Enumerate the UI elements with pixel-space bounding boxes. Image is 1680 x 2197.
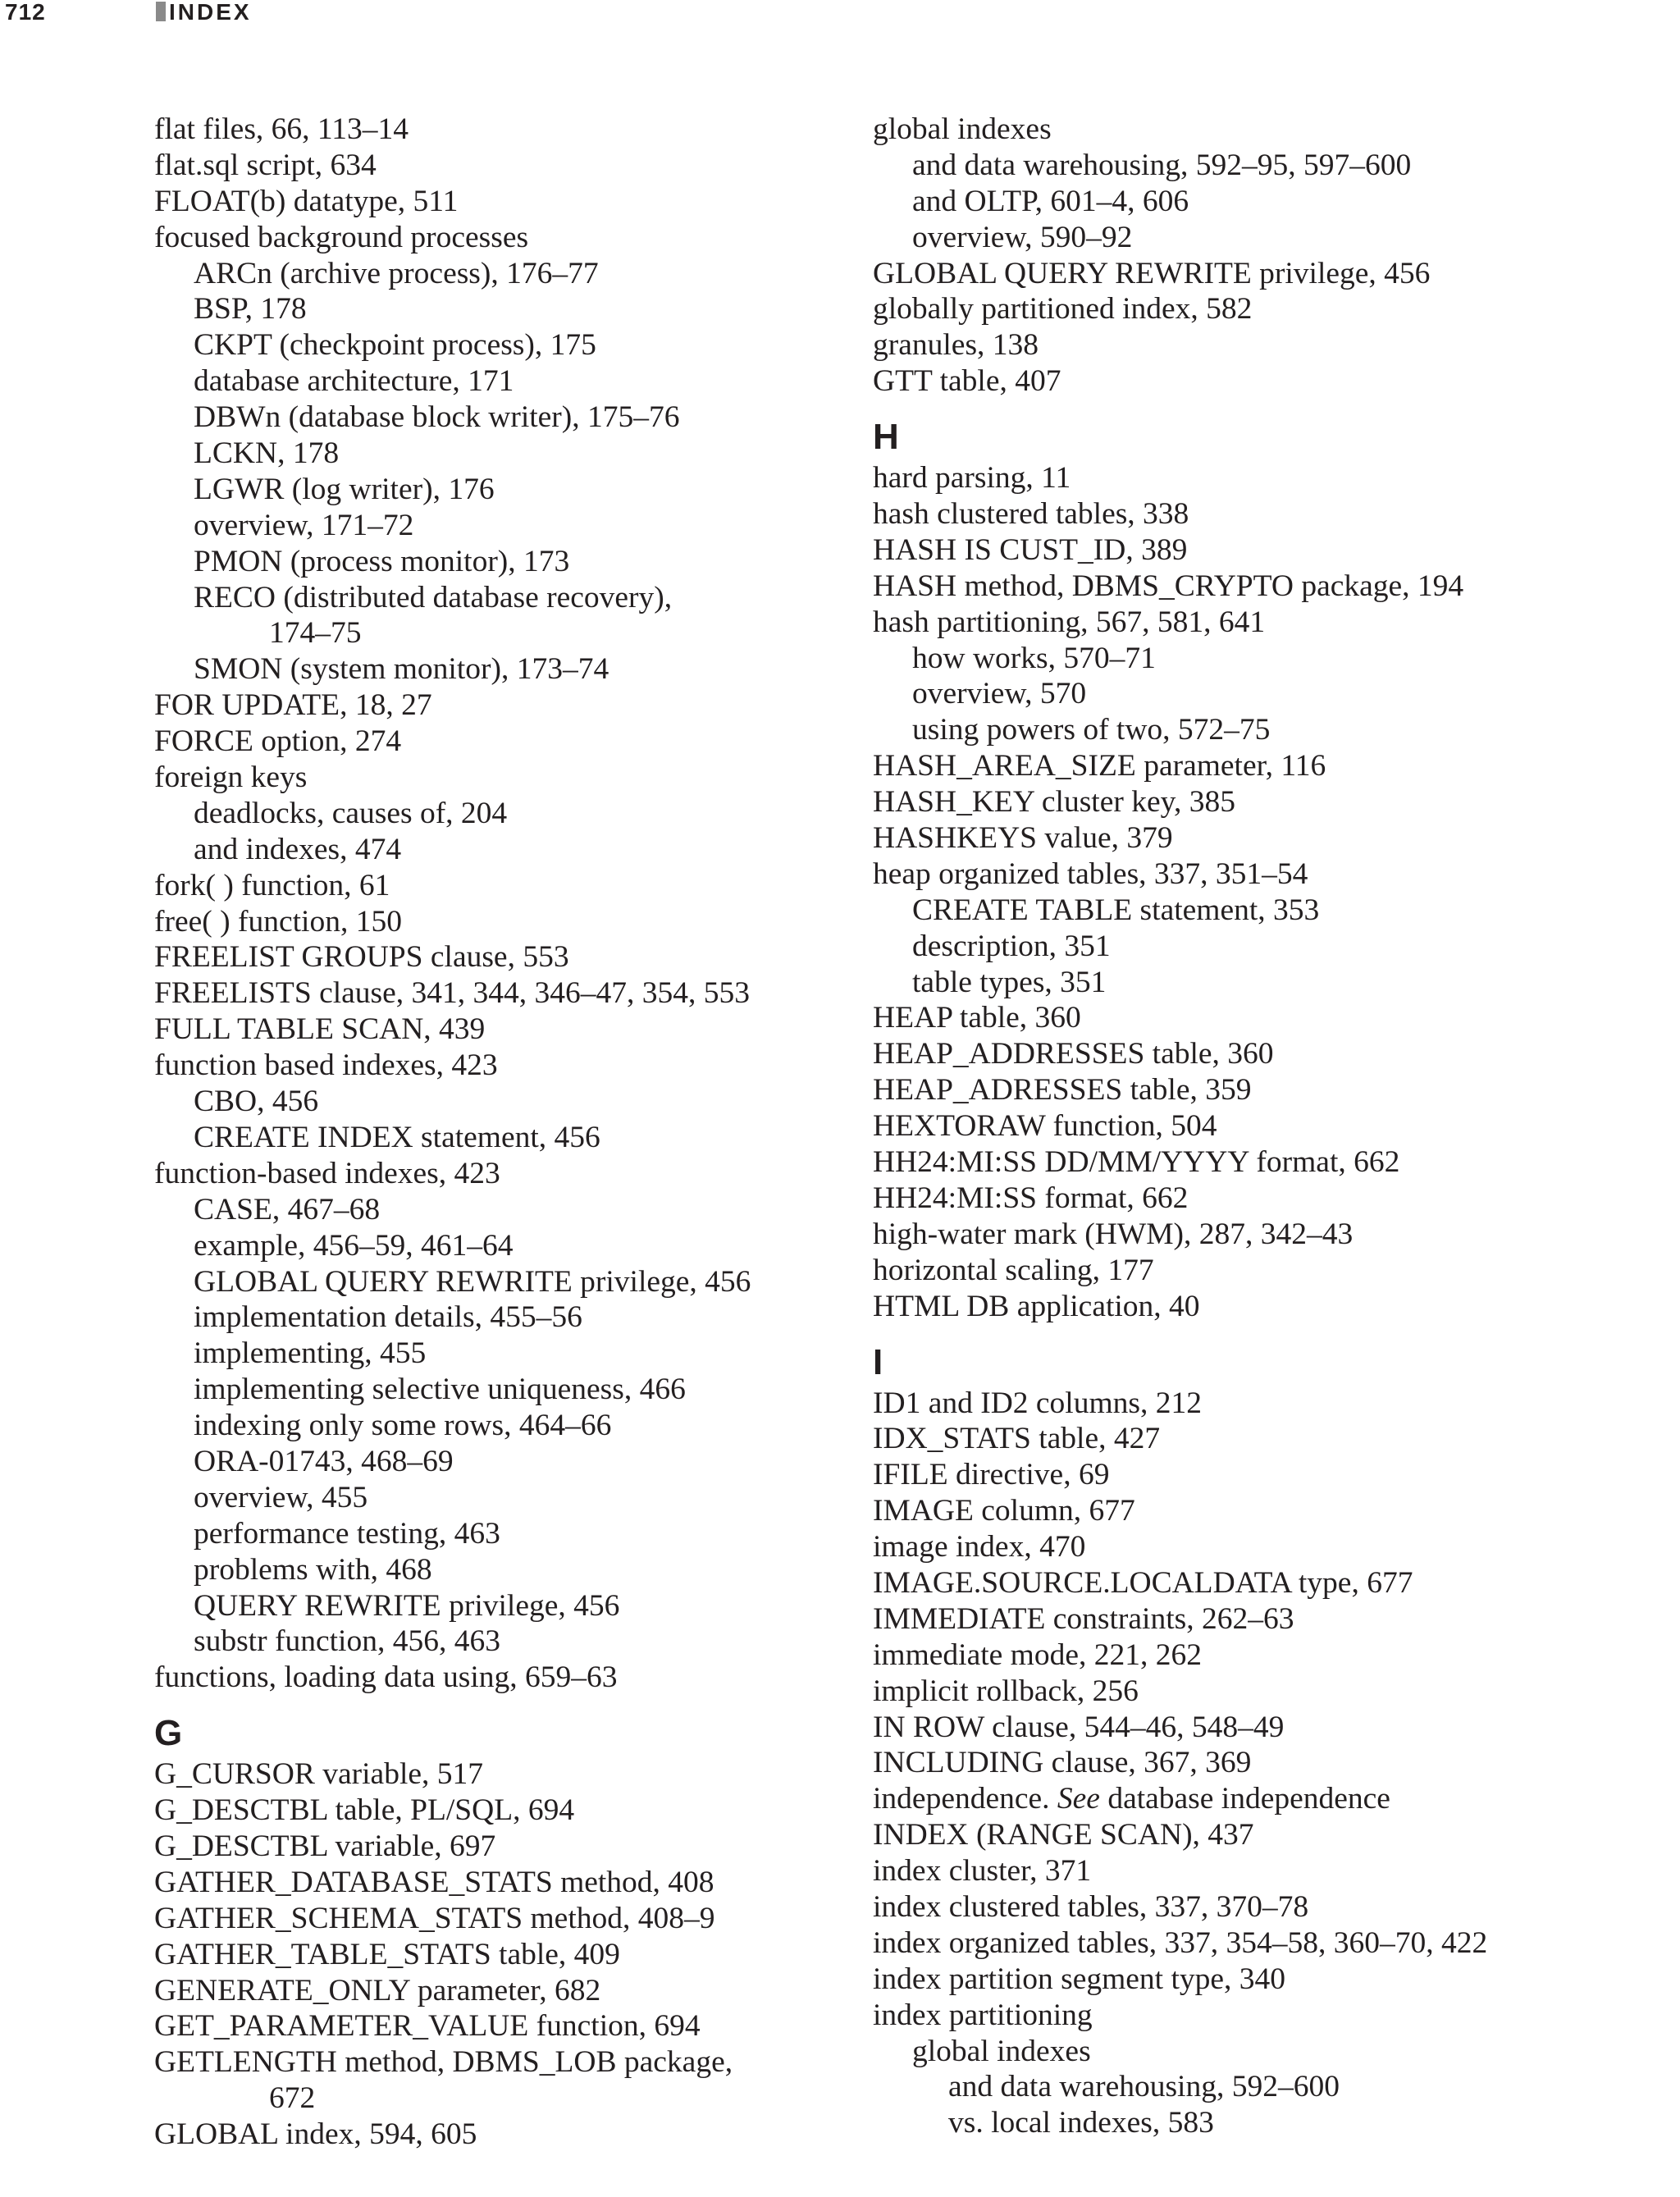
index-subentry: implementing selective uniqueness, 466 (194, 1373, 686, 1407)
index-entry: foreign keys (154, 760, 308, 795)
index-entry-text: independence. (873, 1782, 1057, 1816)
index-subentry: database architecture, 171 (194, 364, 514, 399)
index-subentry: and data warehousing, 592–95, 597–600 (912, 148, 1412, 182)
header-marker-bar (156, 2, 166, 21)
index-subentry: PMON (process monitor), 173 (194, 544, 570, 578)
page-number: 712 (5, 0, 46, 25)
index-subentry: CREATE INDEX statement, 456 (194, 1120, 600, 1154)
index-entry: index organized tables, 337, 354–58, 360–70, 422 (873, 1925, 1488, 1960)
index-subentry: problems with, 468 (194, 1552, 432, 1587)
index-entry: fork( ) function, 61 (154, 868, 390, 902)
index-entry: HASH method, DBMS_CRYPTO package, 194 (873, 569, 1464, 603)
index-entry: horizontal scaling, 177 (873, 1253, 1154, 1287)
index-entry: index partitioning (873, 1998, 1093, 2032)
index-entry: INDEX (RANGE SCAN), 437 (873, 1818, 1254, 1852)
index-entry: free( ) function, 150 (154, 904, 402, 939)
index-subentry: performance testing, 463 (194, 1516, 500, 1551)
index-subentry: using powers of two, 572–75 (912, 713, 1271, 747)
index-entry: FREELIST GROUPS clause, 553 (154, 940, 569, 975)
index-subentry: and indexes, 474 (194, 832, 402, 866)
index-entry: HH24:MI:SS DD/MM/YYYY format, 662 (873, 1145, 1400, 1180)
index-entry: IDX_STATS table, 427 (873, 1422, 1161, 1456)
index-entry: functions, loading data using, 659–63 (154, 1660, 618, 1695)
index-subentry: vs. local indexes, 583 (948, 2106, 1214, 2140)
index-entry: index clustered tables, 337, 370–78 (873, 1889, 1309, 1924)
index-subentry: overview, 171–72 (194, 508, 414, 542)
index-subentry: and data warehousing, 592–600 (948, 2070, 1340, 2104)
index-subentry: substr function, 456, 463 (194, 1624, 500, 1659)
index-entry: HASH_AREA_SIZE parameter, 116 (873, 749, 1326, 783)
index-subentry: how works, 570–71 (912, 641, 1156, 675)
section-letter-heading: G (154, 1713, 183, 1754)
index-subentry: CREATE TABLE statement, 353 (912, 893, 1320, 927)
index-subentry: implementing, 455 (194, 1336, 427, 1371)
index-entry: HEAP table, 360 (873, 1001, 1081, 1035)
index-entry: GTT table, 407 (873, 364, 1061, 399)
index-entry: FLOAT(b) datatype, 511 (154, 184, 459, 218)
index-entry: HEXTORAW function, 504 (873, 1109, 1217, 1144)
index-entry: IN ROW clause, 544–46, 548–49 (873, 1710, 1285, 1744)
index-entry: flat.sql script, 634 (154, 148, 377, 182)
index-entry: ID1 and ID2 columns, 212 (873, 1386, 1202, 1420)
running-head-title: INDEX (169, 0, 252, 25)
index-entry: FORCE option, 274 (154, 724, 402, 759)
index-entry: focused background processes (154, 220, 529, 254)
index-entry: high-water mark (HWM), 287, 342–43 (873, 1217, 1354, 1251)
index-subentry: deadlocks, causes of, 204 (194, 796, 508, 830)
index-subentry: DBWn (database block writer), 175–76 (194, 400, 680, 435)
index-entry-continuation: 174–75 (269, 616, 362, 651)
index-entry: IMAGE column, 677 (873, 1494, 1135, 1528)
index-entry: IFILE directive, 69 (873, 1458, 1110, 1492)
index-entry: FREELISTS clause, 341, 344, 346–47, 354, 553 (154, 976, 751, 1011)
index-subentry: and OLTP, 601–4, 606 (912, 184, 1189, 218)
index-subentry: global indexes (912, 2034, 1091, 2068)
index-subentry: indexing only some rows, 464–66 (194, 1409, 612, 1443)
index-entry-continuation: 672 (269, 2081, 316, 2116)
index-entry: GETLENGTH method, DBMS_LOB package, (154, 2045, 733, 2080)
index-subentry: CKPT (checkpoint process), 175 (194, 328, 596, 363)
index-entry: FULL TABLE SCAN, 439 (154, 1012, 486, 1047)
index-subentry: table types, 351 (912, 965, 1107, 999)
index-entry: HEAP_ADDRESSES table, 360 (873, 1037, 1274, 1071)
index-entry-text: database independence (1099, 1782, 1390, 1816)
index-entry: HTML DB application, 40 (873, 1289, 1200, 1323)
index-entry: image index, 470 (873, 1530, 1086, 1564)
index-entry: GLOBAL index, 594, 605 (154, 2117, 477, 2152)
index-entry: hash partitioning, 567, 581, 641 (873, 605, 1266, 639)
index-entry: HASHKEYS value, 379 (873, 821, 1173, 856)
index-entry: immediate mode, 221, 262 (873, 1637, 1202, 1672)
index-entry: G_DESCTBL table, PL/SQL, 694 (154, 1793, 575, 1828)
index-subentry: LCKN, 178 (194, 436, 340, 471)
index-entry: GATHER_DATABASE_STATS method, 408 (154, 1865, 714, 1899)
index-entry: IMAGE.SOURCE.LOCALDATA type, 677 (873, 1565, 1413, 1600)
index-subentry: LGWR (log writer), 176 (194, 472, 495, 506)
index-subentry: RECO (distributed database recovery), (194, 580, 673, 614)
section-letter-heading: I (873, 1341, 883, 1382)
see-reference-label: See (1057, 1782, 1100, 1816)
index-entry: granules, 138 (873, 328, 1039, 363)
index-entry: GLOBAL QUERY REWRITE privilege, 456 (873, 256, 1431, 290)
index-entry: HASH IS CUST_ID, 389 (873, 532, 1188, 567)
index-entry: INCLUDING clause, 367, 369 (873, 1746, 1252, 1780)
index-entry: hash clustered tables, 338 (873, 497, 1189, 532)
index-entry: HEAP_ADRESSES table, 359 (873, 1073, 1252, 1108)
index-entry: GET_PARAMETER_VALUE function, 694 (154, 2009, 701, 2044)
index-entry: implicit rollback, 256 (873, 1674, 1139, 1708)
index-subentry: ORA-01743, 468–69 (194, 1444, 454, 1478)
index-entry: FOR UPDATE, 18, 27 (154, 688, 432, 723)
index-subentry: overview, 570 (912, 677, 1087, 711)
index-entry: heap organized tables, 337, 351–54 (873, 856, 1308, 891)
index-entry: flat files, 66, 113–14 (154, 112, 409, 146)
index-subentry: GLOBAL QUERY REWRITE privilege, 456 (194, 1264, 751, 1299)
index-entry: function based indexes, 423 (154, 1048, 498, 1083)
index-subentry: QUERY REWRITE privilege, 456 (194, 1588, 620, 1623)
index-entry: global indexes (873, 112, 1052, 146)
index-subentry: BSP, 178 (194, 292, 307, 327)
index-entry: globally partitioned index, 582 (873, 292, 1253, 327)
index-subentry: SMON (system monitor), 173–74 (194, 652, 609, 687)
index-entry: index partition segment type, 340 (873, 1962, 1286, 1996)
index-entry: G_DESCTBL variable, 697 (154, 1829, 496, 1863)
index-subentry: overview, 590–92 (912, 220, 1133, 254)
index-subentry: implementation details, 455–56 (194, 1300, 582, 1335)
running-header (0, 0, 1680, 33)
index-subentry: CBO, 456 (194, 1085, 319, 1119)
index-subentry: overview, 455 (194, 1480, 368, 1514)
index-entry: GATHER_TABLE_STATS table, 409 (154, 1937, 620, 1971)
index-subentry: description, 351 (912, 929, 1111, 963)
index-entry: function-based indexes, 423 (154, 1156, 500, 1190)
index-subentry: CASE, 467–68 (194, 1192, 381, 1226)
index-entry: hard parsing, 11 (873, 461, 1071, 496)
index-entry: GENERATE_ONLY parameter, 682 (154, 1973, 601, 2007)
index-entry: IMMEDIATE constraints, 262–63 (873, 1601, 1294, 1636)
index-entry: HASH_KEY cluster key, 385 (873, 785, 1235, 820)
index-subentry: ARCn (archive process), 176–77 (194, 256, 599, 290)
index-entry (873, 1781, 1660, 1817)
index-subentry: example, 456–59, 461–64 (194, 1228, 514, 1263)
index-column-left (154, 112, 851, 2153)
index-column-right (873, 112, 1660, 2141)
index-entry: index cluster, 371 (873, 1854, 1092, 1889)
index-entry: HH24:MI:SS format, 662 (873, 1181, 1189, 1215)
index-entry: G_CURSOR variable, 517 (154, 1757, 484, 1792)
section-letter-heading: H (873, 417, 899, 458)
index-entry: GATHER_SCHEMA_STATS method, 408–9 (154, 1901, 715, 1935)
